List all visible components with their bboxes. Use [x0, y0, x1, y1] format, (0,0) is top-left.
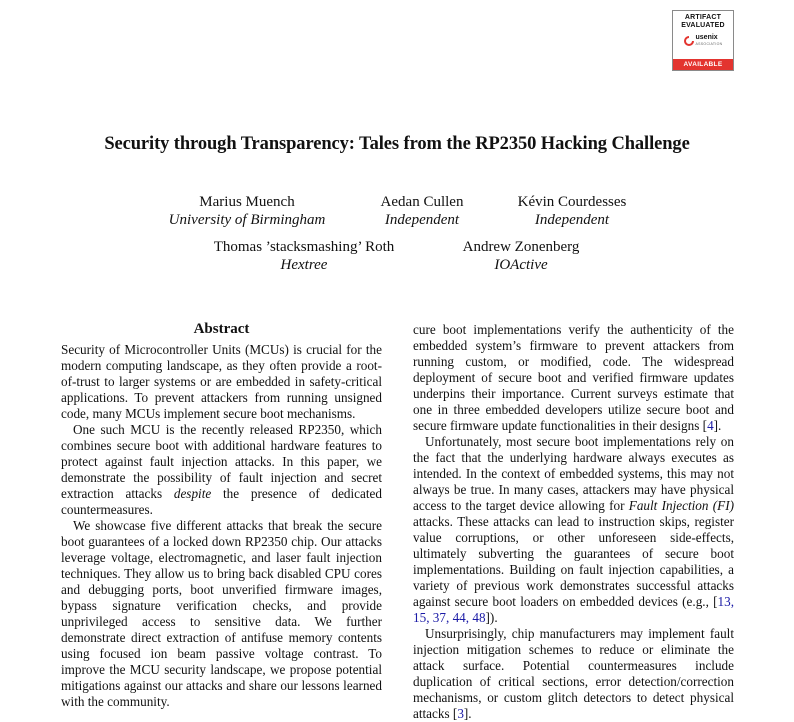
badge-status: AVAILABLE — [673, 59, 733, 70]
usenix-logo-icon — [684, 36, 694, 46]
author-affiliation: Independent — [384, 212, 460, 228]
abstract-paragraph-1: Security of Microcontroller Units (MCUs) is crucial for the modern computing landscape, as they often provide a root-of-trust to larger systems or are embedded in safety-critical applications. To prevent attackers from running unsigned code, many MCUs implement secure boot mechanisms. — [61, 342, 382, 421]
citation-link[interactable]: 13, 15, 37, 44, 48 — [413, 594, 734, 625]
intro-paragraph-1: cure boot implementations verify the authenticity of the embedded system’s firmware to prevent attackers from running custom, or modified, code. The widespread deployment of secure boot and verified firmware updates underpins their importance. Current surveys estimate that one in three embedded developers utilize secure boot and secure firmware update functionalities in their designs [4]. — [413, 322, 734, 433]
badge-line1: ARTIFACT — [684, 14, 722, 21]
intro-paragraph-2: Unfortunately, most secure boot implementations rely on the fact that the underlying hardware always executes as intended. In the context of embedded systems, this may not always be true. In many cases, attackers may have physical access to the target device allowing for Fault Injection (FI) attacks. These attacks can lead to instruction skips, register value corruptions, or other unforeseen side-effects, ultimately subverting the guarantees of secure boot implementations. Building on fault injection capabilities, a variety of previous work demonstrates successful attacks against secure boot loaders on embedded devices (e.g., [13, 15, 37, 44, 48]). — [413, 434, 735, 625]
abstract-column — [61, 320, 382, 710]
author-2 — [362, 193, 482, 229]
author-affiliation: Hextree — [280, 257, 328, 273]
badge-line2: EVALUATED — [681, 22, 725, 29]
intro-paragraph-3: Unsurprisingly, chip manufacturers may implement fault injection mitigation schemes to reduce or eliminate the attack surface. Potential countermeasures include duplication of critical sections, error detection/correction mechanisms, or custom glitch detectors to detect physical attacks [3]. — [413, 626, 734, 721]
citation-link[interactable]: 3 — [457, 706, 464, 721]
author-name: Aedan Cullen — [380, 194, 464, 210]
author-name: Andrew Zonenberg — [462, 239, 580, 255]
introduction-column — [413, 322, 734, 722]
author-affiliation: IOActive — [494, 257, 548, 273]
usenix-logo — [673, 34, 733, 48]
abstract-paragraph-3: We showcase five different attacks that break the secure boot guarantees of a locked down RP2350 chip. Our attacks leverage voltage, electromagnetic, and laser fault injection techniques. They allow us to bring back disabled CPU cores and debugging ports, boot unverified firmware images, bypass signature verification checks, and provide unprivileged access to sensitive data. We further demonstrate direct extraction of antifuse memory contents using focused ion beam passive voltage contrast. To improve the MCU security landscape, we propose potential mitigations against our attacks and share our lessons learned with the community. — [61, 518, 382, 709]
author-5 — [451, 238, 591, 274]
usenix-org-sub: ASSOCIATION — [695, 42, 723, 46]
author-1 — [168, 193, 326, 229]
author-3 — [502, 193, 642, 229]
author-affiliation: Independent — [534, 212, 610, 228]
author-name: Kévin Courdesses — [517, 194, 627, 210]
usenix-org: usenix — [695, 34, 718, 41]
artifact-evaluated-badge — [672, 10, 734, 71]
abstract-heading: Abstract — [193, 321, 250, 337]
author-name: Marius Muench — [199, 194, 295, 210]
abstract-paragraph-2: One such MCU is the recently released RP2350, which combines secure boot with additional hardware features to protect against fault injection attacks. In this paper, we demonstrate the possibility of fault injection and secret extraction attacks despite the presence of dedicated countermeasures. — [61, 422, 382, 517]
author-4 — [199, 238, 409, 274]
author-affiliation: University of Birmingham — [168, 212, 326, 228]
citation-link[interactable]: 4 — [707, 418, 714, 433]
paper-title: Security through Transparency: Tales from the RP2350 Hacking Challenge — [104, 134, 690, 154]
usenix-logo-text — [696, 34, 723, 48]
author-name: Thomas ’stacksmashing’ Roth — [213, 239, 395, 255]
